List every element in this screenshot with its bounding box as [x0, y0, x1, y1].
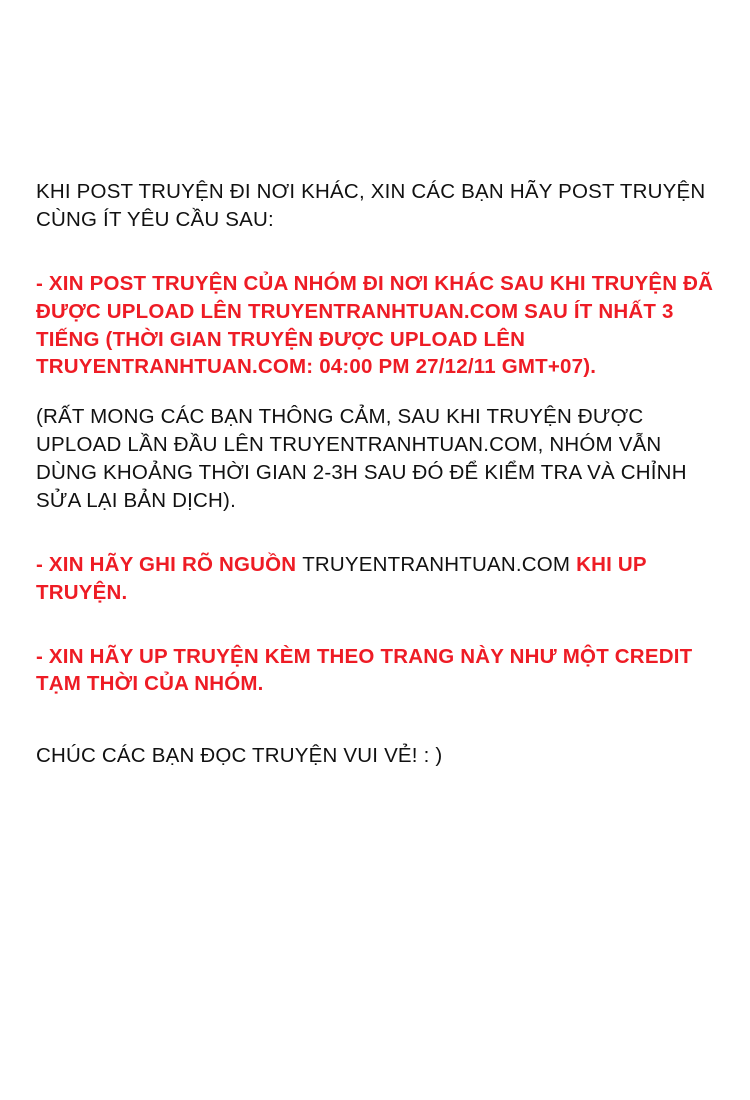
rule-3-paragraph: - XIN HÃY UP TRUYỆN KÈM THEO TRANG NÀY NHƯ MỘT CREDIT TẠM THỜI CỦA NHÓM.: [36, 644, 699, 696]
rule-1-highlight: - XIN POST TRUYỆN CỦA NHÓM ĐI NƠI KHÁC SAU KHI TRUYỆN ĐÃ ĐƯỢC UPLOAD LÊN TRUYENTRANHTUAN.COM SAU ÍT NHẤT 3 TIẾNG (THỜI GIAN TRUYỆN ĐƯỢC UPLOAD LÊN TRUYENTRANHTUAN.COM: 04:00 PM 27/12/11 GMT+07).: [36, 271, 720, 379]
rule-2-prefix: - XIN HÃY GHI RÕ NGUỒN: [36, 552, 303, 576]
rule-2-suffix: KHI UP TRUYỆN.: [36, 552, 653, 604]
rule-1-note: (RẤT MONG CÁC BẠN THÔNG CẢM, SAU KHI TRUYỆN ĐƯỢC UPLOAD LẦN ĐẦU LÊN TRUYENTRANHTUAN.COM, NHÓM VẪN DÙNG KHOẢNG THỜI GIAN 2-3H SAU ĐÓ ĐỂ KIỂM TRA VÀ CHỈNH SỬA LẠI BẢN DỊCH).: [36, 405, 693, 512]
notice-text-container: [36, 178, 720, 770]
closing-paragraph: CHÚC CÁC BẠN ĐỌC TRUYỆN VUI VẺ! : ): [36, 744, 443, 768]
source-site-name: TRUYENTRANHTUAN.COM: [302, 552, 571, 576]
rule-2-paragraph: [36, 551, 720, 607]
intro-paragraph: KHI POST TRUYỆN ĐI NƠI KHÁC, XIN CÁC BẠN HÃY POST TRUYỆN CÙNG ÍT YÊU CẦU SAU:: [36, 180, 712, 231]
